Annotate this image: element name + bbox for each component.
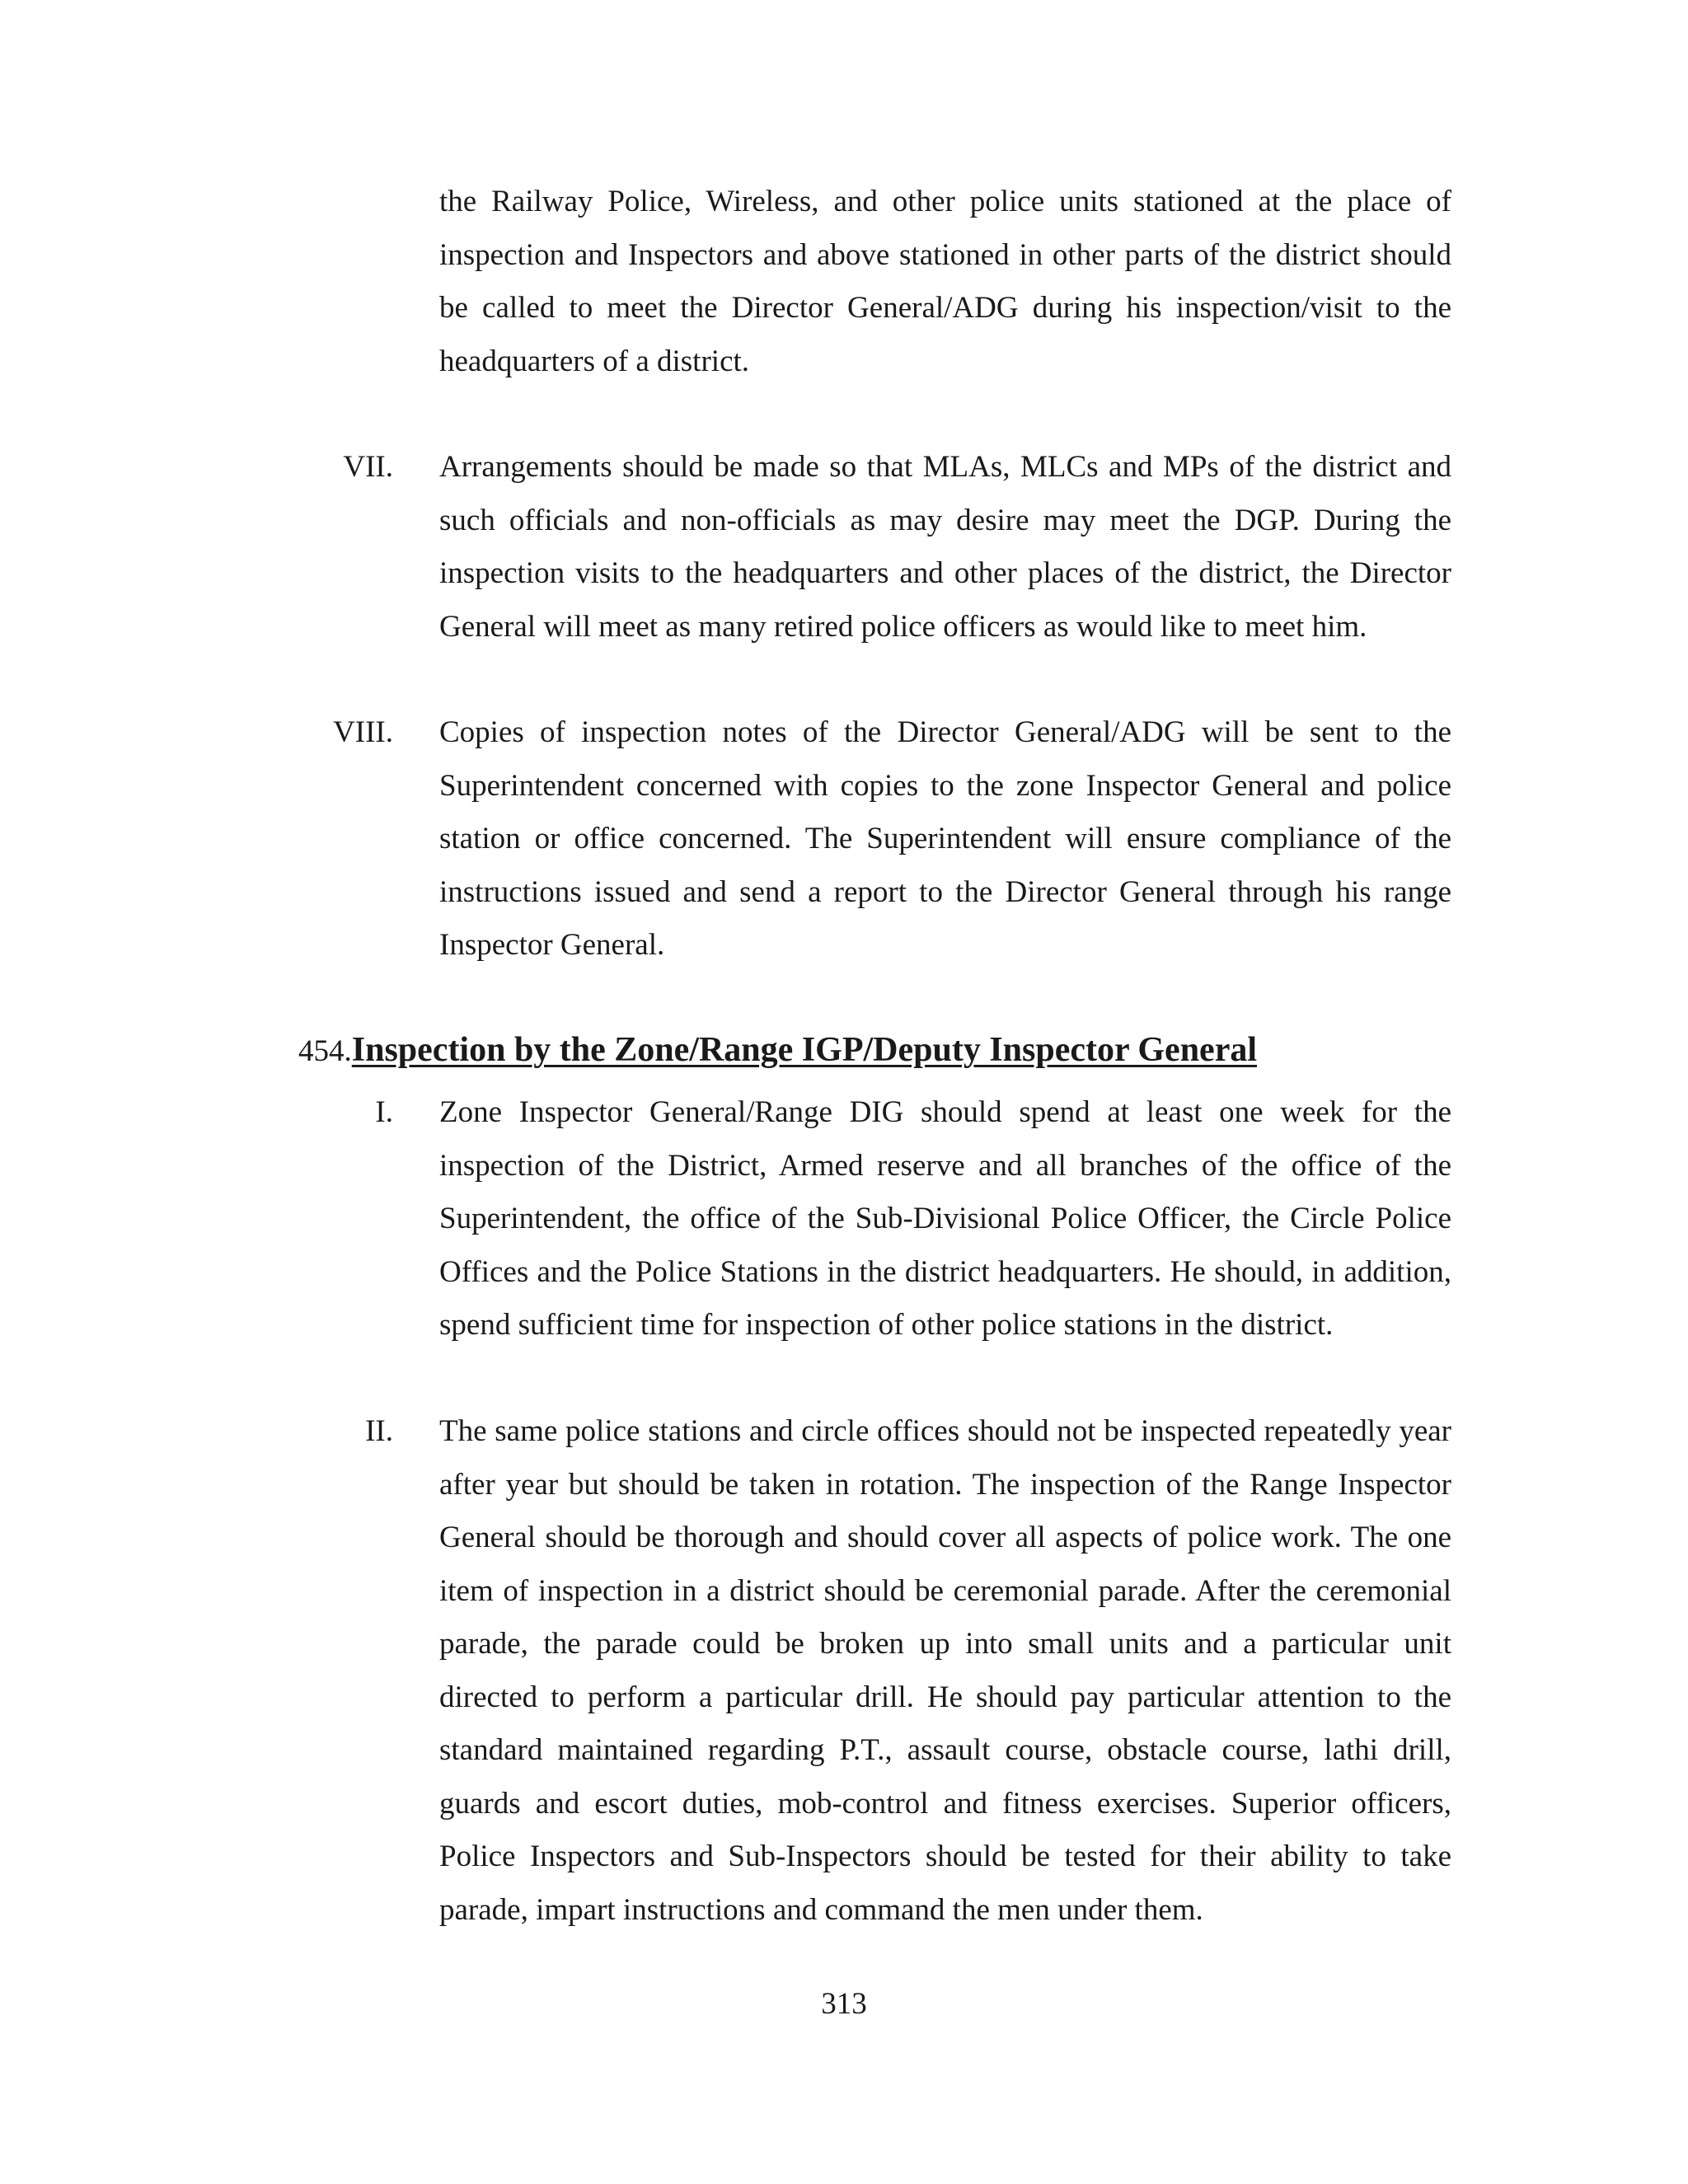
item-text: Arrangements should be made so that MLAs, MLCs and MPs of the district and such officials and non-officials as may desire may meet the DGP. During the inspection visits to the headquarters and other places of the district, the Director General will meet as many retired police officers as would like to meet him. [439,450,1451,644]
item-numeral: VIII. [333,715,393,749]
page-number: 313 [821,1987,867,2021]
continuation-paragraph: the Railway Police, Wireless, and other police units stationed at the place of inspection and Inspectors and above stationed in other parts of the district should be called to meet the Director General/ADG during his inspection/visit to the headquarters of a district. [439,185,1451,378]
section-title: Inspection by the Zone/Range IGP/Deputy Inspector General [351,1031,1258,1069]
item-numeral: II. [365,1414,393,1448]
item-numeral: VII. [343,450,393,484]
item-numeral: I. [375,1095,393,1129]
section-number: 454. [298,1034,352,1068]
item-text: Zone Inspector General/Range DIG should spend at least one week for the inspection of the District, Armed reserve and all branches of the office of the Superintendent, the office of the Sub-Divisional Police Officer, the Circle Police Offices and the Police Stations in the district headquarters. He should, in addition, spend sufficient time for inspection of other police stations in the district. [439,1095,1451,1342]
section-heading [298,1030,1452,1070]
item-text: The same police stations and circle offices should not be inspected repeatedly year after year but should be taken in rotation. The inspection of the Range Inspector General should be thorough and should cover all aspects of police work. The one item of inspection in a district should be ceremonial parade. After the ceremonial parade, the parade could be broken up into small units and a particular unit directed to perform a particular drill. He should pay particular attention to the standard maintained regarding P.T., assault course, obstacle course, lathi drill, guards and escort duties, mob-control and fitness exercises. Superior officers, Police Inspectors and Sub-Inspectors should be tested for their ability to take parade, impart instructions and command the men under them. [439,1414,1451,1927]
item-text: Copies of inspection notes of the Director General/ADG will be sent to the Superintendent concerned with copies to the zone Inspector General and police station or office concerned. The Superintendent will ensure compliance of the instructions issued and send a report to the Director General through his range Inspector General. [439,715,1451,962]
